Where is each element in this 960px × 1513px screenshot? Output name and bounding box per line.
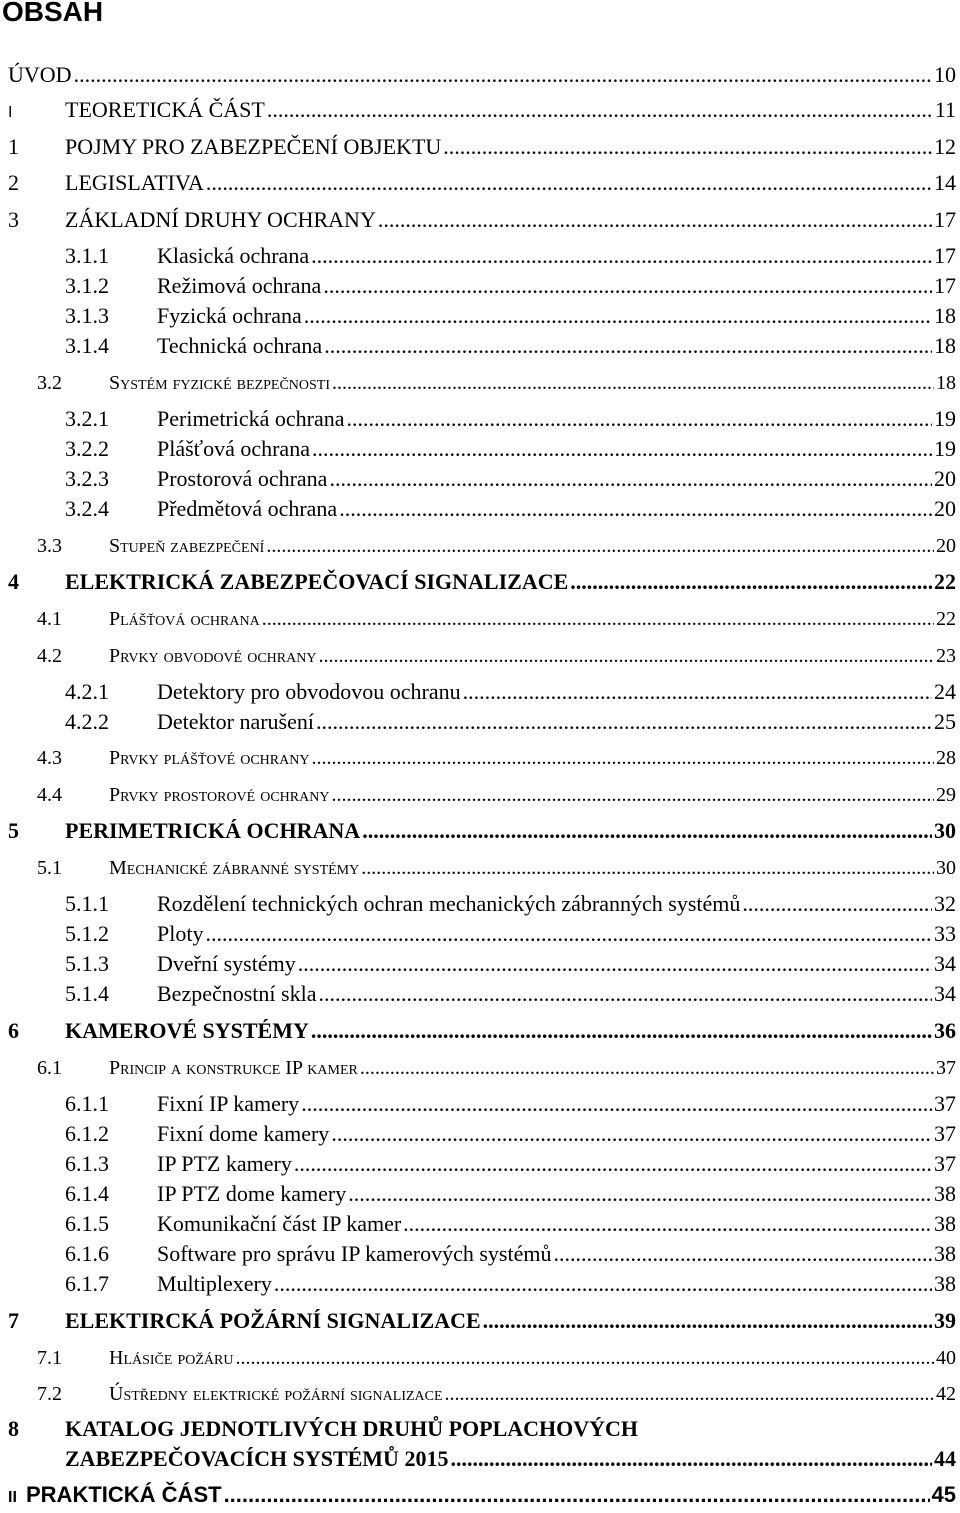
dot-leader [206,168,932,198]
dot-leader [570,567,932,597]
toc-entry-title: ZÁKLADNÍ DRUHY OCHRANY [65,207,376,232]
toc-entry-title-line1: KATALOG JEDNOTLIVÝCH DRUHŮ POPLACHOVÝCH [65,1416,639,1441]
toc-entry-title: Plášťová ochrana [109,608,260,630]
dot-leader [348,1179,932,1209]
toc-entry-number: 3 [8,207,19,232]
toc-entry-number: 6.1.7 [65,1271,109,1296]
dot-leader [298,949,932,979]
dot-leader [347,404,932,434]
toc-entry-title: Detektor narušení [157,709,314,734]
dot-leader [329,464,932,494]
dot-leader [294,1149,932,1179]
toc-entry[interactable] [65,464,956,494]
toc-entry-page: 18 [936,372,956,394]
toc-entry-number: 6.1.2 [65,1121,109,1146]
toc-entry-page: 34 [934,981,956,1006]
toc-entry[interactable] [65,1209,956,1239]
toc-entry-title: Fixní IP kamery [157,1091,300,1116]
toc-entry-number: 6.1 [37,1057,62,1079]
toc-entry-8[interactable] [8,1414,956,1474]
toc-entry-page: 32 [934,891,956,916]
toc-entry-number: II [8,1489,17,1506]
dot-leader [262,604,934,634]
toc-entry-title: Technická ochrana [157,333,323,358]
toc-entry-title: Fyzická ochrana [157,303,302,328]
toc-entry-page: 30 [936,857,956,879]
toc-entry-title: Bezpečnostní skla [157,981,317,1006]
toc-entry-number: 2 [8,170,19,195]
toc-entry-page: 17 [934,243,956,268]
dot-leader [318,979,932,1009]
toc-entry-number: 6.1.3 [65,1151,109,1176]
toc-entry-title: Plášťová ochrana [157,436,310,461]
toc-entry-title: Princip a konstrukce IP kamer [109,1057,358,1079]
toc-entry[interactable] [65,241,956,271]
toc-entry-number: 4.2.1 [65,679,109,704]
toc-entry[interactable] [65,889,956,919]
toc-entry-title: Komunikační část IP kamer [157,1211,402,1236]
toc-entry-page: 37 [934,1091,956,1116]
toc-entry[interactable] [65,404,956,434]
toc-entry-title: ELEKTRICKÁ ZABEZPEČOVACÍ SIGNALIZACE [65,569,569,594]
toc-entry-page: 11 [934,97,956,122]
dot-leader [324,331,932,361]
toc-entry[interactable] [37,1343,956,1373]
toc-entry-title-line2: ZABEZPEČOVACÍCH SYSTÉMŮ 2015 [65,1446,449,1471]
toc-entry-page: 33 [934,921,956,946]
toc-entry-title: Hlásiče požáru [109,1347,234,1369]
toc-entry-title: Rozdělení technických ochran mechanických zábranných systémů [157,891,741,916]
toc-entry-title: IP PTZ kamery [157,1151,292,1176]
toc-entry[interactable] [8,1016,956,1046]
toc-entry-title: PRAKTICKÁ ČÁST [26,1482,222,1507]
dot-leader [332,368,934,398]
toc-entry-title: Prvky prostorové ochrany [109,784,330,806]
toc-entry-page: 18 [934,333,956,358]
toc-entry-page: 42 [936,1383,956,1405]
toc-entry-page: 20 [934,496,956,521]
toc-entry-page: 38 [934,1181,956,1206]
toc-entry[interactable] [65,1119,956,1149]
toc-entry[interactable] [8,132,956,162]
toc-entry[interactable] [8,168,956,198]
toc-entry-title: Stupeň zabezpečení [109,535,265,557]
toc-entry[interactable] [8,60,956,90]
toc-entry[interactable] [65,677,956,707]
toc-entry-number: 3.2.3 [65,466,109,491]
toc-entry-title: Prvky obvodové ochrany [109,645,317,667]
toc-entry-page: 10 [934,62,956,87]
toc-entry-page: 30 [934,818,956,843]
toc-entry-page: 17 [934,273,956,298]
toc-entry-part-ii[interactable] [8,1480,956,1513]
toc-entry-number: 3.2.1 [65,406,109,431]
toc-entry[interactable] [65,1269,956,1299]
toc-entry-title: Systém fyzické bezpečnosti [109,372,331,394]
toc-entry-page: 23 [936,645,956,667]
toc-entry-number: 6 [8,1018,19,1043]
dot-leader [378,205,932,235]
toc-entry[interactable] [37,853,956,883]
toc-entry-page: 28 [936,747,956,769]
toc-entry-page: 37 [934,1151,956,1176]
dot-leader [74,60,932,90]
toc-entry-page: 20 [936,535,956,557]
toc-entry-title: Ústředny elektrické požární signalizace [109,1383,443,1405]
dot-leader [450,1444,932,1474]
toc-entry-page: 37 [934,1121,956,1146]
toc-entry-number: 3.1.3 [65,303,109,328]
dot-leader [443,132,932,162]
dot-leader [311,1016,932,1046]
toc-entry[interactable] [37,1053,956,1083]
toc-entry-page: 29 [936,784,956,806]
dot-leader [267,95,933,125]
toc-entry-number: 6.1.1 [65,1091,109,1116]
toc-entry-title: Software pro správu IP kamerových systémů [157,1241,552,1266]
toc-entry-title: Prvky plášťové ochrany [109,747,310,769]
toc-entry-number: 5.1.4 [65,981,109,1006]
toc-entry[interactable] [65,919,956,949]
toc-entry[interactable] [37,604,956,634]
toc-entry-page: 37 [936,1057,956,1079]
toc-entry-page: 40 [936,1347,956,1369]
toc-entry[interactable] [8,816,956,846]
toc-entry-number: I [8,104,13,121]
toc-entry-title: ELEKTIRCKÁ POŽÁRNÍ SIGNALIZACE [65,1308,481,1333]
toc-entry-number: 4.1 [37,608,62,630]
toc-entry[interactable] [65,1179,956,1209]
toc-entry-page: 22 [936,608,956,630]
toc-entry-page: 19 [934,436,956,461]
dot-leader [554,1239,933,1269]
toc-entry-page: 19 [934,406,956,431]
toc-entry-title: KAMEROVÉ SYSTÉMY [65,1018,309,1043]
dot-leader [274,1269,932,1299]
toc-entry-title: Prostorová ochrana [157,466,328,491]
toc-entry-title: Ploty [157,921,204,946]
toc-entry[interactable] [37,780,956,810]
toc-entry-number: 5 [8,818,19,843]
toc-entry-number: 3.1.4 [65,333,109,358]
dot-leader [311,241,932,271]
toc-entry-page: 20 [934,466,956,491]
toc-entry-page: 34 [934,951,956,976]
toc-entry-number: 6.1.5 [65,1211,109,1236]
toc-entry-number: 5.1.2 [65,921,109,946]
dot-leader [483,1306,932,1336]
toc-entry-number: 4 [8,569,19,594]
dot-leader [445,1379,934,1409]
toc-entry-title: Dveřní systémy [157,951,296,976]
toc-entry-page: 44 [934,1446,956,1471]
toc-entry-number: 4.2 [37,645,62,667]
dot-leader [312,434,932,464]
toc-entry[interactable] [37,531,956,561]
toc-entry[interactable] [65,949,956,979]
toc-entry-title: TEORETICKÁ ČÁST [65,97,265,122]
toc-entry[interactable] [65,494,956,524]
toc-entry-number: 3.2.2 [65,436,109,461]
dot-leader [224,1480,930,1510]
toc-entry-page: 38 [934,1271,956,1296]
toc-entry[interactable] [37,641,956,671]
toc-entry-page: 14 [934,170,956,195]
page-title: OBSAH [2,0,104,27]
toc-entry-number: 5.1.1 [65,891,109,916]
toc-entry[interactable] [8,95,956,128]
toc-entry-title: Klasická ochrana [157,243,310,268]
dot-leader [304,301,932,331]
toc-entry-page: 12 [934,134,956,159]
toc-entry-number: 6.1.6 [65,1241,109,1266]
toc-entry-number: 7 [8,1308,19,1333]
dot-leader [331,780,934,810]
dot-leader [463,677,932,707]
toc-entry-number: 5.1 [37,857,62,879]
dot-leader [360,1053,934,1083]
toc-entry[interactable] [65,271,956,301]
dot-leader [339,494,932,524]
toc-entry[interactable] [65,1089,956,1119]
toc-entry-title: IP PTZ dome kamery [157,1181,347,1206]
toc-entry-page: 39 [934,1308,956,1333]
toc-entry-number: 4.3 [37,747,62,769]
toc-entry-title: Perimetrická ochrana [157,406,345,431]
toc-entry-page: 45 [931,1482,956,1507]
dot-leader [205,919,932,949]
toc-entry[interactable] [8,567,956,597]
toc-entry-title: Mechanické zábranné systémy [109,857,360,879]
toc-entry-number: 1 [8,134,19,159]
toc-entry[interactable] [37,1379,956,1409]
dot-leader [311,743,934,773]
dot-leader [331,1119,932,1149]
toc-entry[interactable] [65,707,956,737]
toc-entry[interactable] [65,979,956,1009]
toc-entry-page: 25 [934,709,956,734]
toc-entry-page: 22 [934,569,956,594]
toc-entry-title: Fixní dome kamery [157,1121,330,1146]
toc-entry-number: 6.1.4 [65,1181,109,1206]
dot-leader [361,853,934,883]
toc-entry-title: ÚVOD [8,62,72,87]
toc-entry[interactable] [37,368,956,398]
toc-entry-number: 4.2.2 [65,709,109,734]
dot-leader [362,816,932,846]
toc-entry[interactable] [65,331,956,361]
dot-leader [301,1089,932,1119]
toc-entry[interactable] [8,1306,956,1336]
dot-leader [316,707,932,737]
toc-entry[interactable] [65,301,956,331]
toc-entry[interactable] [65,1239,956,1269]
toc-entry-page: 17 [934,207,956,232]
dot-leader [235,1343,934,1373]
dot-leader [266,531,934,561]
dot-leader [742,889,932,919]
toc-entry-title: LEGISLATIVA [65,170,204,195]
toc-entry-number: 5.1.3 [65,951,109,976]
toc-entry[interactable] [65,434,956,464]
dot-leader [403,1209,932,1239]
toc-entry[interactable] [65,1149,956,1179]
toc-entry-page: 38 [934,1241,956,1266]
toc-entry-page: 38 [934,1211,956,1236]
toc-entry-title: Detektory pro obvodovou ochranu [157,679,461,704]
toc-entry-number: 3.3 [37,535,62,557]
toc-entry-number: 7.2 [37,1383,62,1405]
toc-entry-title: Režimová ochrana [157,273,322,298]
toc-entry-number: 3.2 [37,372,62,394]
toc-entry-title: Předmětová ochrana [157,496,338,521]
toc-entry[interactable] [37,743,956,773]
toc-entry[interactable] [8,205,956,235]
toc-entry-number: 3.2.4 [65,496,109,521]
toc-entry-number: 4.4 [37,784,62,806]
toc-entry-page: 24 [934,679,956,704]
toc-entry-number: 8 [8,1416,19,1441]
toc-entry-page: 18 [934,303,956,328]
toc-entry-number: 3.1.1 [65,243,109,268]
toc-entry-title: Multiplexery [157,1271,272,1296]
toc-entry-title: POJMY PRO ZABEZPEČENÍ OBJEKTU [65,134,442,159]
toc-entry-number: 3.1.2 [65,273,109,298]
toc-entry-title: PERIMETRICKÁ OCHRANA [65,818,361,843]
toc-entry-number: 7.1 [37,1347,62,1369]
dot-leader [318,641,934,671]
toc-entry-page: 36 [934,1018,956,1043]
dot-leader [323,271,932,301]
